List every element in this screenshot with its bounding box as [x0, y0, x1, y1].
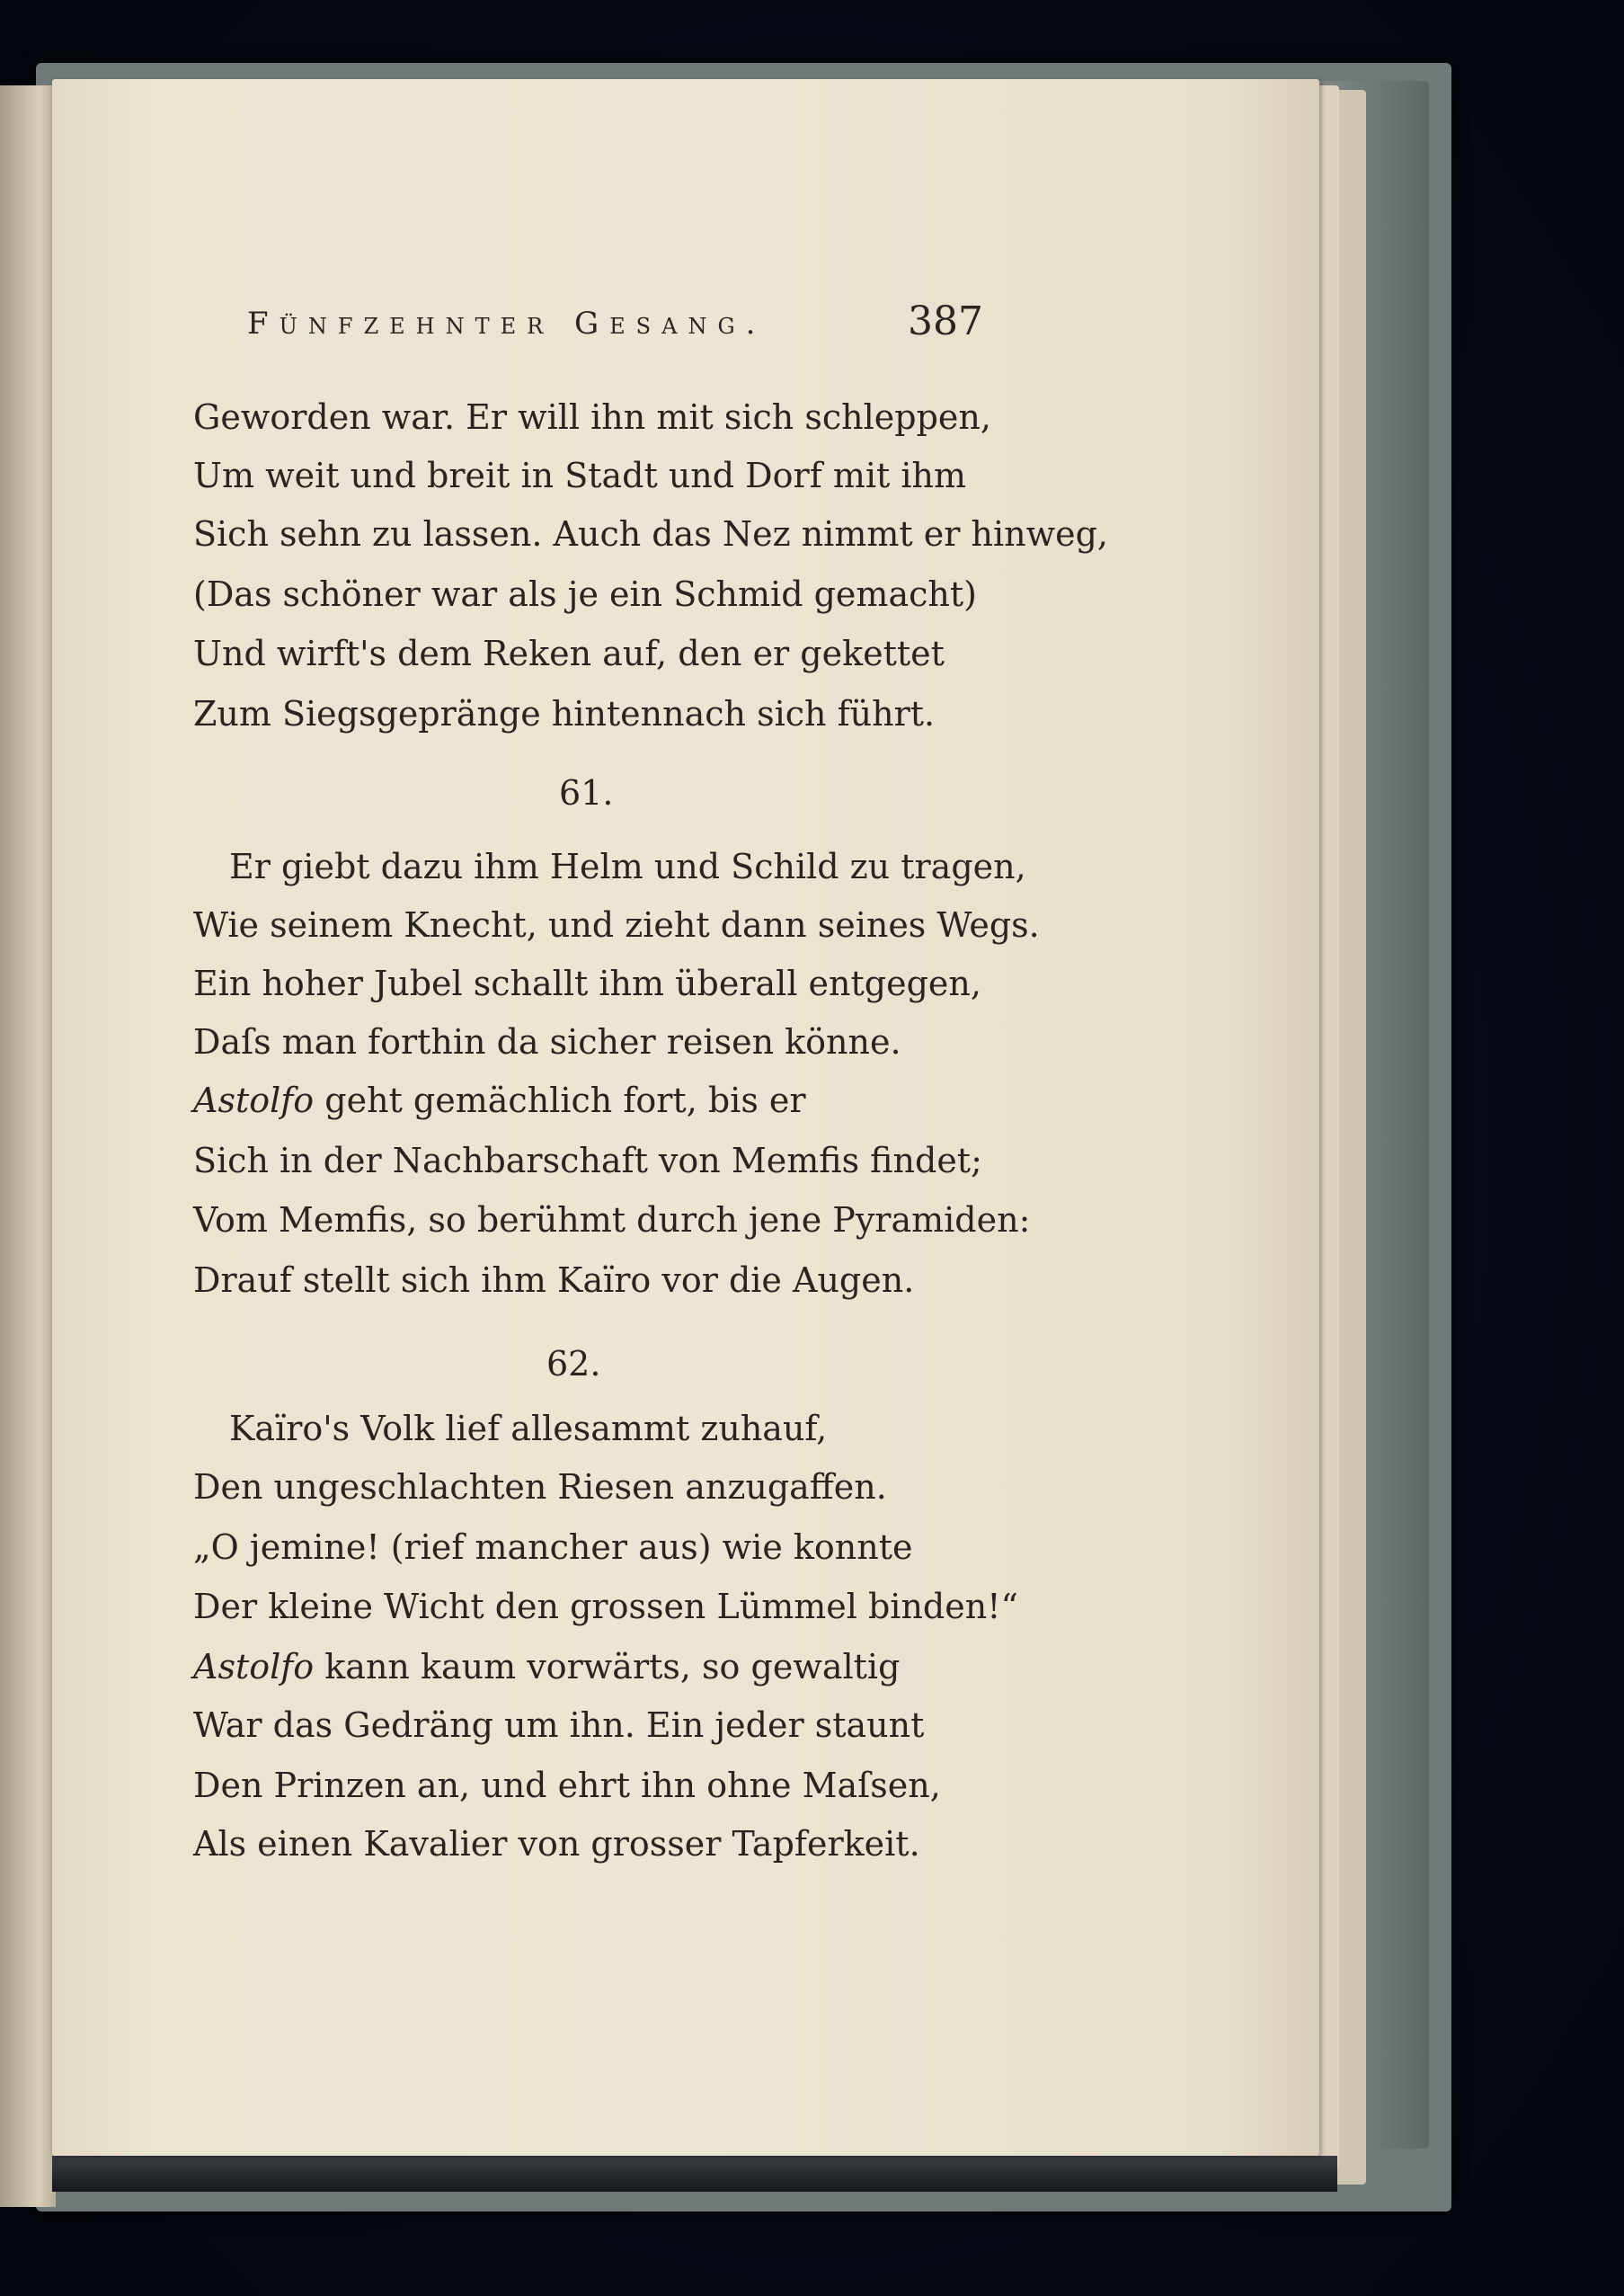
verse-line: Sich in der Nachbarschaft von Memfis findet; [193, 1141, 982, 1180]
verse-line: Um weit und breit in Stadt und Dorf mit ihm [193, 456, 967, 495]
verse-line: Geworden war. Er will ihn mit sich schleppen, [193, 397, 991, 437]
verse-line: War das Gedräng um ihn. Ein jeder staunt [193, 1705, 925, 1745]
verse-line-rest: geht gemächlich fort, bis er [324, 1081, 806, 1120]
running-head [247, 298, 983, 344]
verse-line: Den ungeschlachten Riesen anzugaffen. [193, 1467, 887, 1507]
page-bottom-shadow [52, 2156, 1337, 2192]
verse-line: Als einen Kavalier von grosser Tapferkeit. [193, 1824, 920, 1864]
verse-line: Sich sehn zu lassen. Auch das Nez nimmt er hinweg, [193, 514, 1108, 554]
italic-name: Astolfo [193, 1647, 315, 1686]
verse-line: Daſs man forthin da sicher reisen könne. [193, 1022, 901, 1062]
stanza-number: 61. [559, 773, 614, 813]
verse-line: Ein hoher Jubel schallt ihm überall entgegen, [193, 964, 981, 1003]
verse-line: Und wirft's dem Reken auf, den er gekettet [193, 634, 945, 673]
verse-line-rest: kann kaum vorwärts, so gewaltig [324, 1647, 901, 1686]
verse-line: Er giebt dazu ihm Helm und Schild zu tragen, [229, 847, 1026, 886]
italic-name: Astolfo [193, 1081, 315, 1120]
verse-line [193, 1081, 806, 1120]
verse-line: Vom Memfis, so berühmt durch jene Pyramiden: [193, 1200, 1031, 1240]
verse-line: (Das schöner war als je ein Schmid gemacht) [193, 574, 977, 614]
facing-page-edge [0, 85, 56, 2207]
verse-line: Den Prinzen an, und ehrt ihn ohne Maſsen, [193, 1766, 941, 1805]
verse-line: Drauf stellt sich ihm Kaïro vor die Augen. [193, 1260, 915, 1300]
page-number: 387 [908, 298, 983, 344]
verse-line: Der kleine Wicht den grossen Lümmel binden!“ [193, 1587, 1018, 1626]
verse-line [193, 1647, 901, 1686]
verse-line: Zum Siegsgepränge hintennach sich führt. [193, 694, 936, 734]
verse-line: Kaïro's Volk lief allesammt zuhauf, [229, 1409, 828, 1448]
verse-line: „O jemine! (rief mancher aus) wie konnte [193, 1527, 913, 1567]
verse-line: Wie seinem Knecht, und zieht dann seines Wegs. [193, 905, 1040, 945]
running-head-title: Fünfzehnter Gesang. [247, 306, 767, 342]
stanza-number: 62. [546, 1344, 601, 1384]
